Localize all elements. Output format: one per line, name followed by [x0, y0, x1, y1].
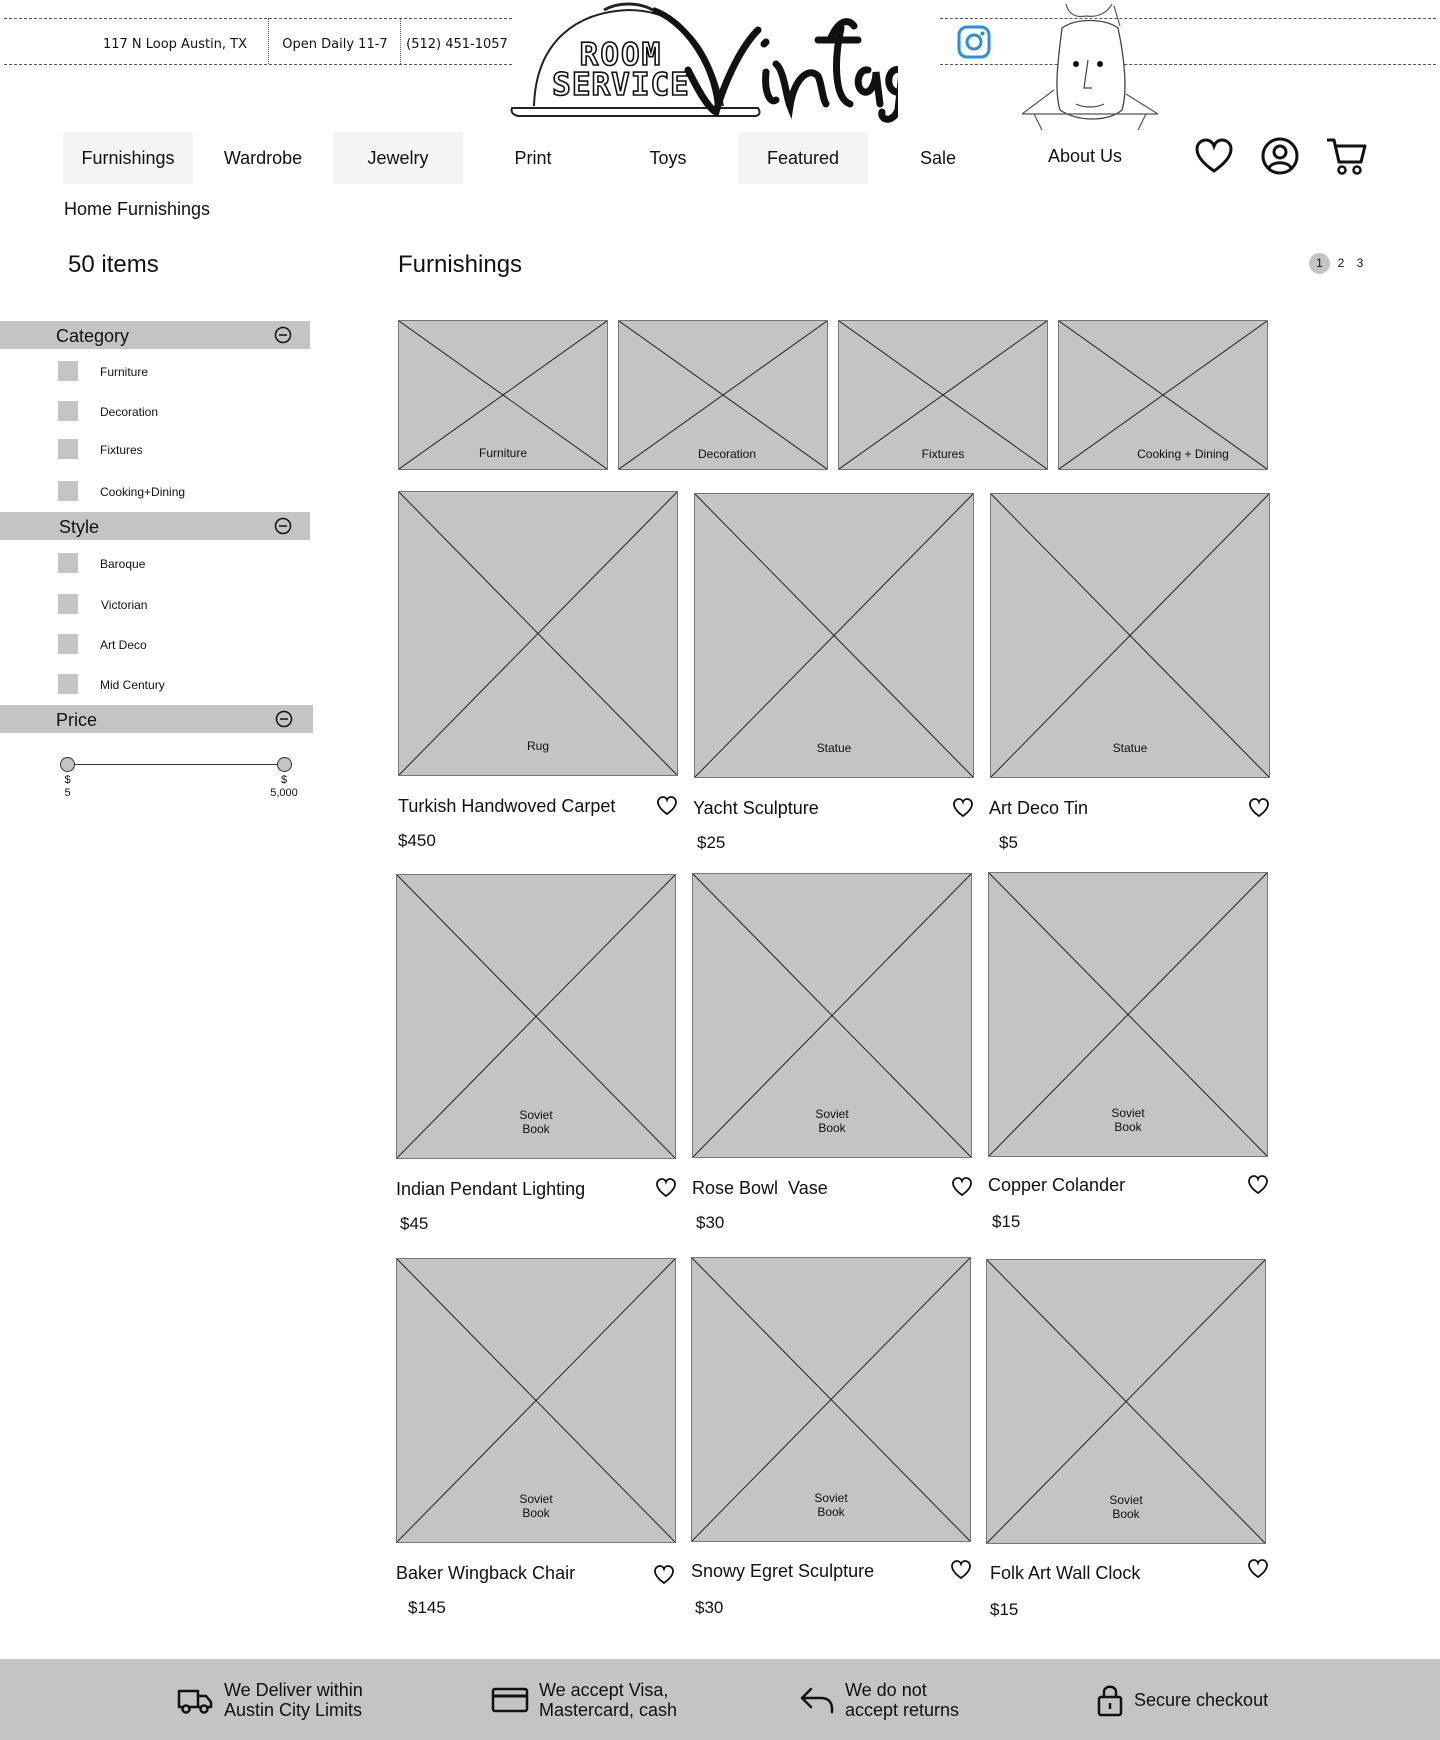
feature-text: We do not accept returns: [845, 1679, 960, 1720]
product-name[interactable]: Indian Pendant Lighting: [396, 1179, 586, 1199]
product-image-label: Statue: [816, 741, 852, 755]
product-image[interactable]: [986, 1259, 1266, 1544]
checkbox[interactable]: [58, 481, 78, 501]
product-image-label: Rug: [526, 739, 549, 753]
product-image-label: Soviet Book: [519, 1108, 553, 1136]
favorite-heart-icon[interactable]: [656, 795, 678, 817]
checkbox[interactable]: [58, 439, 78, 459]
product-price: $30: [695, 1598, 724, 1617]
instagram-icon[interactable]: [957, 25, 991, 59]
top-rule-right: [940, 18, 1436, 19]
credit-card-icon: [491, 1686, 529, 1714]
breadcrumb[interactable]: Home Furnishings: [64, 199, 211, 219]
nav-about-us[interactable]: About Us: [1047, 145, 1123, 166]
price-max-label: [260, 774, 308, 800]
favorite-heart-icon[interactable]: [1247, 1174, 1269, 1196]
store-address: 117 N Loop Austin, TX: [102, 36, 248, 52]
currency-symbol: $: [64, 774, 71, 786]
page-3-button[interactable]: 3: [1356, 256, 1364, 270]
lock-icon: [1096, 1683, 1124, 1717]
checkbox[interactable]: [58, 361, 78, 381]
checkbox[interactable]: [58, 594, 78, 614]
product-image-label: Soviet Book: [814, 1491, 848, 1519]
filter-option-label: Cooking+Dining: [100, 485, 186, 499]
store-phone[interactable]: (512) 451-1057: [406, 36, 508, 52]
product-name[interactable]: Copper Colander: [988, 1175, 1126, 1195]
feature-text: Secure checkout: [1134, 1689, 1269, 1710]
logo-line-1: ROOM: [579, 37, 663, 73]
nav-featured[interactable]: Featured: [738, 132, 868, 184]
product-image-label: Soviet Book: [519, 1492, 553, 1520]
product-name[interactable]: Art Deco Tin: [989, 798, 1089, 818]
product-image-label: Soviet Book: [1111, 1106, 1145, 1134]
feature-text: We accept Visa, Mastercard, cash: [539, 1679, 678, 1720]
product-price: $145: [408, 1598, 446, 1617]
filter-option-label: Mid Century: [100, 678, 165, 692]
footer-features-bar: [0, 1659, 1440, 1740]
checkbox[interactable]: [58, 401, 78, 421]
nav-print[interactable]: Print: [514, 147, 552, 168]
price-slider-max-handle[interactable]: [277, 757, 292, 772]
product-price: $25: [697, 833, 726, 852]
favorite-heart-icon[interactable]: [1247, 1558, 1269, 1580]
logo-line-2: SERVICE: [552, 67, 690, 103]
favorite-heart-icon[interactable]: [952, 797, 974, 819]
product-image[interactable]: [988, 872, 1268, 1157]
favorite-heart-icon[interactable]: [1248, 797, 1270, 819]
product-price: $45: [400, 1214, 429, 1233]
product-image-label: Statue: [1112, 741, 1148, 755]
product-image-label: Soviet Book: [815, 1107, 849, 1135]
product-price: $30: [696, 1213, 725, 1232]
product-name[interactable]: Turkish Handwoved Carpet: [398, 796, 616, 816]
category-tile-decoration[interactable]: [618, 320, 828, 470]
feature-returns: [799, 1659, 959, 1740]
price-max-value: 5,000: [270, 787, 298, 799]
account-user-icon[interactable]: [1260, 136, 1300, 176]
product-name[interactable]: Baker Wingback Chair: [396, 1563, 576, 1583]
product-image[interactable]: [396, 874, 676, 1159]
product-price: $450: [398, 831, 436, 850]
price-min-label: [60, 774, 75, 800]
cart-icon[interactable]: [1324, 136, 1368, 176]
category-tile-label: Cooking + Dining: [1137, 447, 1229, 461]
page-title: Furnishings: [398, 251, 523, 278]
product-image[interactable]: [990, 493, 1270, 778]
store-hours: Open Daily 11-7: [282, 36, 388, 52]
wishlist-heart-icon[interactable]: [1194, 136, 1234, 176]
filter-option-label: Baroque: [100, 557, 146, 571]
favorite-heart-icon[interactable]: [951, 1176, 973, 1198]
product-image[interactable]: [398, 491, 678, 776]
checkbox[interactable]: [58, 674, 78, 694]
product-name[interactable]: Snowy Egret Sculpture: [691, 1561, 875, 1581]
filter-style-title: Style: [59, 517, 100, 537]
page-1-button[interactable]: 1: [1309, 253, 1330, 274]
currency-symbol: $: [280, 774, 288, 786]
category-tile-fixtures[interactable]: [838, 320, 1048, 470]
collapse-minus-icon[interactable]: [274, 326, 292, 344]
favorite-heart-icon[interactable]: [950, 1559, 972, 1581]
bottom-rule: [4, 64, 512, 65]
nav-jewelry[interactable]: Jewelry: [333, 132, 463, 184]
collapse-minus-icon[interactable]: [275, 710, 293, 728]
mascot-illustration: [1018, 0, 1162, 132]
filter-price-title: Price: [56, 710, 98, 730]
collapse-minus-icon[interactable]: [274, 517, 292, 535]
checkbox[interactable]: [58, 553, 78, 573]
product-name[interactable]: Folk Art Wall Clock: [990, 1563, 1141, 1583]
price-min-value: 5: [64, 787, 71, 799]
product-name[interactable]: Rose Bowl Vase: [692, 1178, 828, 1198]
feature-text: We Deliver within Austin City Limits: [224, 1679, 363, 1720]
favorite-heart-icon[interactable]: [655, 1177, 677, 1199]
category-tile-label: Fixtures: [921, 447, 965, 461]
product-image[interactable]: [692, 873, 972, 1158]
filter-category-header[interactable]: [0, 321, 310, 349]
category-tile-label: Decoration: [697, 447, 757, 461]
info-divider: [268, 18, 269, 64]
product-image[interactable]: [691, 1257, 971, 1542]
bottom-rule-right: [940, 64, 1436, 65]
feature-secure-checkout: [1096, 1659, 1268, 1740]
truck-icon: [176, 1685, 214, 1715]
filter-category-title: Category: [56, 326, 130, 346]
filter-option-label: Victorian: [101, 598, 148, 612]
product-image[interactable]: [694, 493, 974, 778]
top-rule: [4, 18, 512, 19]
filter-option-label: Art Deco: [100, 638, 147, 652]
return-arrow-icon: [799, 1685, 835, 1715]
favorite-heart-icon[interactable]: [653, 1564, 675, 1586]
page-2-button[interactable]: 2: [1337, 256, 1345, 270]
filter-option-label: Furniture: [100, 365, 149, 379]
filter-style-header[interactable]: [0, 512, 310, 540]
info-divider: [400, 18, 401, 64]
category-tile-label: Furniture: [478, 446, 528, 460]
nav-wardrobe[interactable]: Wardrobe: [223, 147, 303, 168]
product-image[interactable]: [396, 1258, 676, 1543]
price-slider-min-handle[interactable]: [60, 757, 75, 772]
category-tile-cooking-dining[interactable]: [1058, 320, 1268, 470]
feature-delivery: [176, 1659, 363, 1740]
room-service-vintage-logo[interactable]: [508, 0, 898, 124]
filter-option-label: Decoration: [100, 405, 159, 419]
nav-furnishings[interactable]: Furnishings: [63, 132, 193, 184]
price-slider-track[interactable]: [67, 764, 285, 765]
nav-toys[interactable]: Toys: [649, 147, 687, 168]
product-name[interactable]: Yacht Sculpture: [693, 798, 819, 818]
filter-option-label: Fixtures: [100, 443, 143, 457]
product-price: $15: [990, 1600, 1019, 1619]
filter-price-header[interactable]: [0, 705, 313, 733]
item-count: 50 items: [68, 251, 159, 278]
feature-payment: [491, 1659, 677, 1740]
product-image-label: Soviet Book: [1109, 1493, 1143, 1521]
category-tile-furniture[interactable]: [398, 320, 608, 470]
checkbox[interactable]: [58, 634, 78, 654]
product-price: $5: [999, 833, 1018, 852]
product-price: $15: [992, 1212, 1021, 1231]
nav-sale[interactable]: Sale: [919, 147, 957, 168]
